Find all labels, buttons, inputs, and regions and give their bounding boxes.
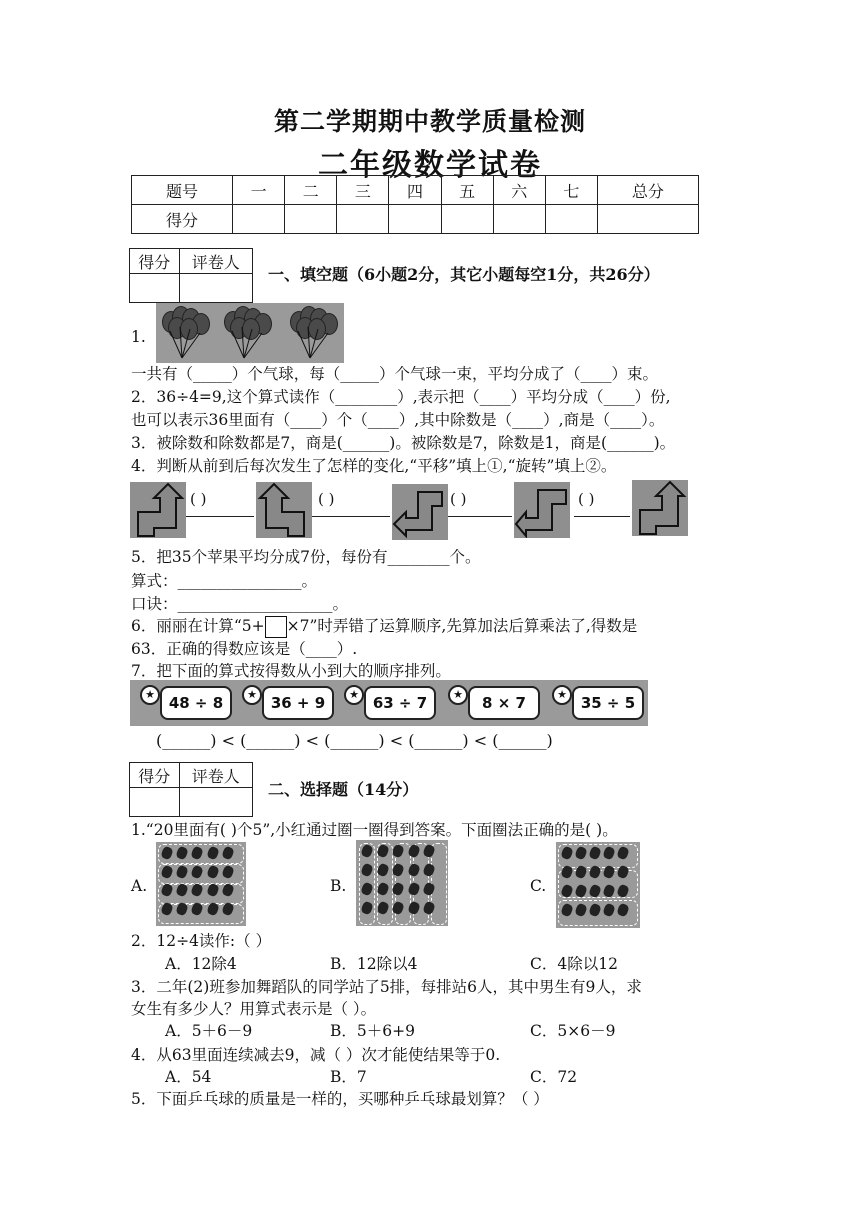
expression-card: 48 ÷ 8 bbox=[160, 686, 232, 720]
q7-text: 7．把下面的算式按得数从小到大的顺序排列。 bbox=[131, 662, 451, 680]
score-cell: 一 bbox=[233, 176, 285, 205]
candy-grouping-c[interactable] bbox=[556, 842, 640, 928]
q6-text-part1: 6．丽丽在计算“5+ bbox=[131, 617, 265, 635]
balloons-image bbox=[156, 303, 344, 363]
q6-line-b: 63．正确的得数应该是（____）. bbox=[131, 640, 358, 658]
s2-q1-option-a-label[interactable]: A. bbox=[131, 877, 148, 895]
expression-card: 8 × 7 bbox=[468, 686, 540, 720]
candy-grouping-a[interactable] bbox=[156, 842, 246, 926]
score-entry[interactable] bbox=[597, 205, 698, 234]
q6-text-part2: ×7”时弄错了运算顺序,先算加法后算乘法了,得数是 bbox=[286, 617, 638, 635]
score-entry[interactable] bbox=[441, 205, 493, 234]
turn-arrow-icon bbox=[514, 482, 570, 538]
grader-name-label: 评卷人 bbox=[179, 249, 253, 274]
score-entry[interactable] bbox=[545, 205, 597, 234]
grader-box-section2 bbox=[129, 762, 253, 817]
exam-title: 二年级数学试卷 bbox=[318, 148, 542, 183]
grader-score-entry[interactable] bbox=[130, 788, 180, 817]
arrow-card-3 bbox=[392, 484, 448, 540]
s2-q4-option-c[interactable]: C．72 bbox=[530, 1068, 578, 1086]
section2-title: 二、选择题（14分） bbox=[268, 780, 419, 799]
star-icon: ★ bbox=[242, 685, 262, 705]
s2-q4-option-a[interactable]: A．54 bbox=[165, 1068, 212, 1086]
q7-expression-strip bbox=[130, 680, 648, 726]
q6-line-a bbox=[131, 615, 637, 638]
s2-q1-text: 1.“20里面有( )个5”,小红通过圈一圈得到答案。下面圈法正确的是( )。 bbox=[131, 821, 618, 839]
s2-q2-option-b[interactable]: B．12除以4 bbox=[330, 955, 418, 973]
arrow-card-1 bbox=[130, 482, 186, 538]
q4-answer-2[interactable]: ( ) bbox=[318, 490, 335, 508]
grader-name-label: 评卷人 bbox=[179, 763, 253, 788]
q4-answer-4[interactable]: ( ) bbox=[578, 490, 595, 508]
q2-line-b: 也可以表示36里面有（____）个（____）,其中除数是（____）,商是（____）。 bbox=[131, 411, 665, 429]
grader-box-section1 bbox=[129, 248, 253, 303]
grader-score-label: 得分 bbox=[130, 763, 180, 788]
q1-number: 1. bbox=[131, 328, 146, 346]
expression-card: 36 + 9 bbox=[262, 686, 334, 720]
q4-answer-3[interactable]: ( ) bbox=[450, 490, 467, 508]
q4-text: 4．判断从前到后每次发生了怎样的变化,“平移”填上①,“旋转”填上②。 bbox=[131, 457, 617, 475]
s2-q2-option-c[interactable]: C．4除以12 bbox=[530, 955, 618, 973]
flow-arrow-4 bbox=[574, 516, 630, 517]
q7-order-blanks[interactable]: (______) < (______) < (______) < (______) < (______) bbox=[156, 731, 553, 750]
s2-q3-option-a[interactable]: A．5＋6－9 bbox=[165, 1022, 253, 1040]
s2-q3-line-a: 3．二年(2)班参加舞蹈队的同学站了5排，每排站6人，其中男生有9人，求 bbox=[131, 978, 642, 996]
score-table bbox=[131, 175, 699, 234]
s2-q5-text: 5．下面乒乓球的质量是一样的，买哪种乒乓球最划算？（ ） bbox=[131, 1090, 549, 1108]
score-entry[interactable] bbox=[233, 205, 285, 234]
score-cell: 三 bbox=[337, 176, 389, 205]
s2-q1-option-c-label[interactable]: C. bbox=[530, 877, 547, 895]
s2-q4-text: 4．从63里面连续减去9，减（ ）次才能使结果等于0. bbox=[131, 1046, 501, 1064]
q5-text: 5．把35个苹果平均分成7份，每份有________个。 bbox=[131, 548, 481, 566]
s2-q2-option-a[interactable]: A．12除4 bbox=[165, 955, 237, 973]
turn-arrow-icon bbox=[130, 482, 186, 538]
q5-formula: 算式：________________。 bbox=[131, 572, 318, 590]
score-entry[interactable] bbox=[389, 205, 441, 234]
expression-card: 35 ÷ 5 bbox=[572, 686, 644, 720]
arrow-card-2 bbox=[256, 482, 312, 538]
score-cell: 四 bbox=[389, 176, 441, 205]
score-entry[interactable] bbox=[493, 205, 545, 234]
grader-score-label: 得分 bbox=[130, 249, 180, 274]
s2-q1-option-b-label[interactable]: B. bbox=[330, 877, 347, 895]
s2-q3-option-b[interactable]: B．5＋6+9 bbox=[330, 1022, 415, 1040]
flow-arrow-3 bbox=[448, 516, 512, 517]
q4-answer-1[interactable]: ( ) bbox=[190, 490, 207, 508]
flow-arrow-1 bbox=[186, 516, 254, 517]
score-entry[interactable] bbox=[337, 205, 389, 234]
arrow-card-5 bbox=[632, 480, 688, 536]
q1-text: 一共有（_____）个气球，每（_____）个气球一束，平均分成了（____）束。 bbox=[131, 365, 659, 383]
score-cell: 得分 bbox=[132, 205, 233, 234]
grader-score-entry[interactable] bbox=[130, 274, 180, 303]
star-icon: ★ bbox=[140, 685, 160, 705]
score-entry[interactable] bbox=[285, 205, 337, 234]
q6-blank-box[interactable] bbox=[265, 616, 287, 638]
star-icon: ★ bbox=[344, 685, 364, 705]
arrow-card-4 bbox=[514, 482, 570, 538]
score-cell: 总分 bbox=[597, 176, 698, 205]
score-cell: 六 bbox=[493, 176, 545, 205]
s2-q3-option-c[interactable]: C．5×6－9 bbox=[530, 1022, 616, 1040]
q3-text: 3．被除数和除数都是7，商是(______)。被除数是7，除数是1，商是(______)。 bbox=[131, 434, 676, 452]
s2-q2-text: 2．12÷4读作:（ ） bbox=[131, 932, 272, 950]
score-table-score-row bbox=[132, 205, 699, 234]
score-cell: 题号 bbox=[132, 176, 233, 205]
turn-arrow-icon bbox=[256, 482, 312, 538]
expression-card: 63 ÷ 7 bbox=[364, 686, 436, 720]
q5-rhyme: 口诀：____________________。 bbox=[131, 595, 349, 613]
score-table-header-row bbox=[132, 176, 699, 205]
s2-q3-line-b: 女生有多少人？用算式表示是（ ）。 bbox=[131, 1000, 377, 1018]
q2-line-a: 2．36÷4=9,这个算式读作（________）,表示把（____）平均分成（____）份, bbox=[131, 388, 671, 406]
score-cell: 五 bbox=[441, 176, 493, 205]
grader-name-entry[interactable] bbox=[179, 788, 253, 817]
candy-grouping-b[interactable] bbox=[356, 840, 448, 926]
section1-title: 一、填空题（6小题2分，其它小题每空1分，共26分） bbox=[268, 265, 660, 284]
s2-q4-option-b[interactable]: B．7 bbox=[330, 1068, 367, 1086]
star-icon: ★ bbox=[552, 685, 572, 705]
exam-subtitle: 第二学期期中教学质量检测 bbox=[273, 107, 586, 136]
score-cell: 二 bbox=[285, 176, 337, 205]
turn-arrow-icon bbox=[392, 484, 448, 540]
score-cell: 七 bbox=[545, 176, 597, 205]
balloon-strings bbox=[156, 303, 344, 363]
star-icon: ★ bbox=[448, 685, 468, 705]
flow-arrow-2 bbox=[312, 516, 390, 517]
turn-arrow-icon bbox=[632, 480, 688, 536]
grader-name-entry[interactable] bbox=[179, 274, 253, 303]
